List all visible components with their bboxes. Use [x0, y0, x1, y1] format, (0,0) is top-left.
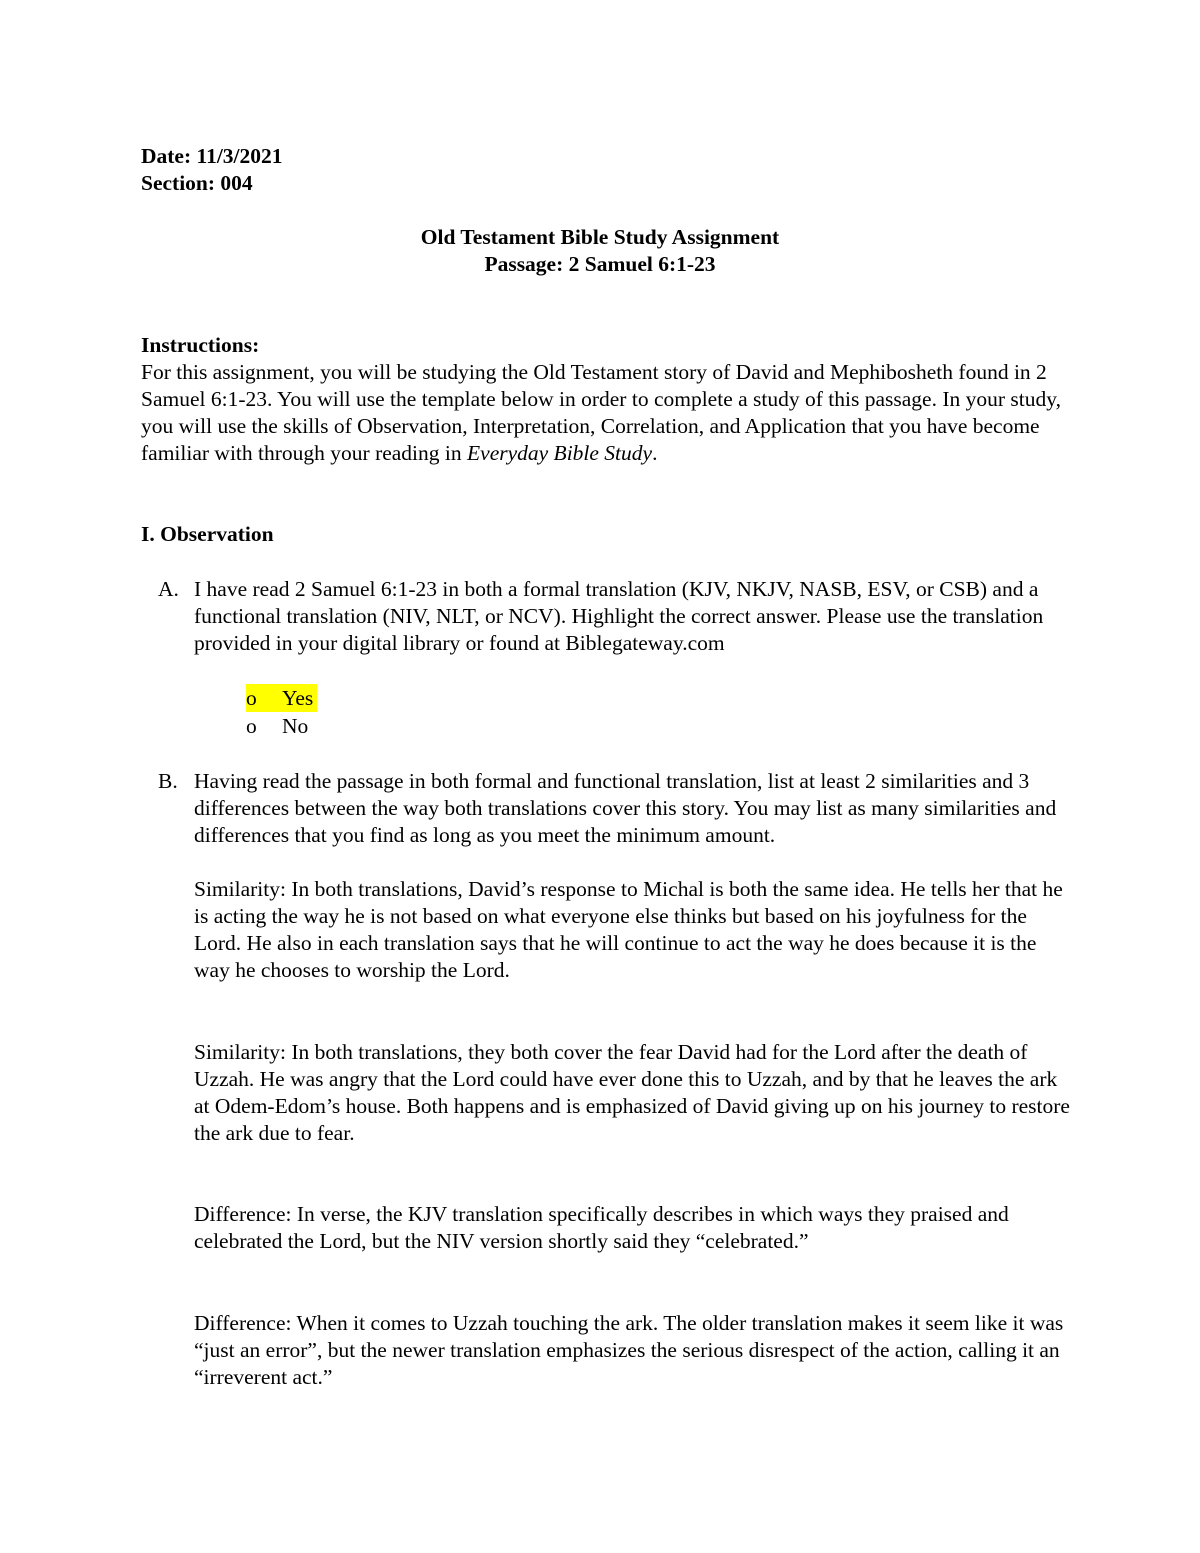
- item-a-letter: A.: [158, 577, 179, 601]
- similarity-entry-1: Similarity: In both translations, David’s response to Michal is both the same idea. He tells her that he is acting the way he is not based on what everyone else thinks but based on his joyfulness for the Lord. He also in each translation says that he will continue to act the way he does because it is the way he chooses to worship the Lord.: [194, 877, 1063, 982]
- passage-title: Passage: 2 Samuel 6:1-23: [484, 252, 716, 276]
- difference-entry-1: Difference: In verse, the KJV translation specifically describes in which ways they praised and celebrated the Lord, but the NIV version shortly said they “celebrated.”: [194, 1202, 1009, 1253]
- item-b-text: Having read the passage in both formal and functional translation, list at least 2 similarities and 3 differences between the way both translations cover this story. You may list as many similarities and differences that you find as long as you meet the minimum amount.: [194, 769, 1057, 847]
- option-no-label: No: [282, 713, 309, 738]
- option-no-bullet: o: [246, 713, 257, 738]
- header-meta: [141, 143, 283, 197]
- difference-entry-2: Difference: When it comes to Uzzah touching the ark. The older translation makes it seem like it was “just an error”, but the newer translation emphasizes the serious disrespect of the action, calling it an “irreverent act.”: [194, 1311, 1064, 1389]
- option-yes-label: Yes: [282, 685, 314, 710]
- item-b-letter: B.: [158, 769, 178, 793]
- book-title: Everyday Bible Study: [467, 441, 653, 465]
- instructions-text-main: For this assignment, you will be studying the Old Testament story of David and Mephibosheth found in 2 Samuel 6:1-23. You will use the template below in order to complete a study of this passage. In your study, you will use the skills of Observation, Interpretation, Correlation, and Application that you have become familiar with through your reading in: [141, 360, 1061, 465]
- instructions-section: [141, 332, 1071, 467]
- similarity-entry-2: Similarity: In both translations, they both cover the fear David had for the Lord after the death of Uzzah. He was angry that the Lord could have ever done this to Uzzah, and by that he leaves the ark at Odem-Edom’s house. Both happens and is emphasized of David giving up on his journey to restore the ark due to fear.: [194, 1040, 1070, 1145]
- assignment-title: Old Testament Bible Study Assignment: [420, 225, 780, 249]
- date-line: Date: 11/3/2021: [141, 144, 283, 168]
- option-no[interactable]: [246, 712, 317, 740]
- option-yes[interactable]: [246, 684, 317, 712]
- instructions-text: [141, 359, 1071, 467]
- observation-heading: I. Observation: [141, 522, 274, 546]
- document-titles: [0, 224, 1200, 278]
- section-line: Section: 004: [141, 171, 253, 195]
- answer-options: [246, 684, 317, 740]
- instructions-heading: Instructions:: [141, 333, 260, 357]
- item-a-text: I have read 2 Samuel 6:1-23 in both a formal translation (KJV, NKJV, NASB, ESV, or CSB) and a functional translation (NIV, NLT, or NCV). Highlight the correct answer. Please use the translation provided in your digital library or found at Biblegateway.com: [194, 577, 1044, 655]
- option-yes-bullet: o: [246, 685, 257, 710]
- instructions-text-end: .: [652, 441, 658, 465]
